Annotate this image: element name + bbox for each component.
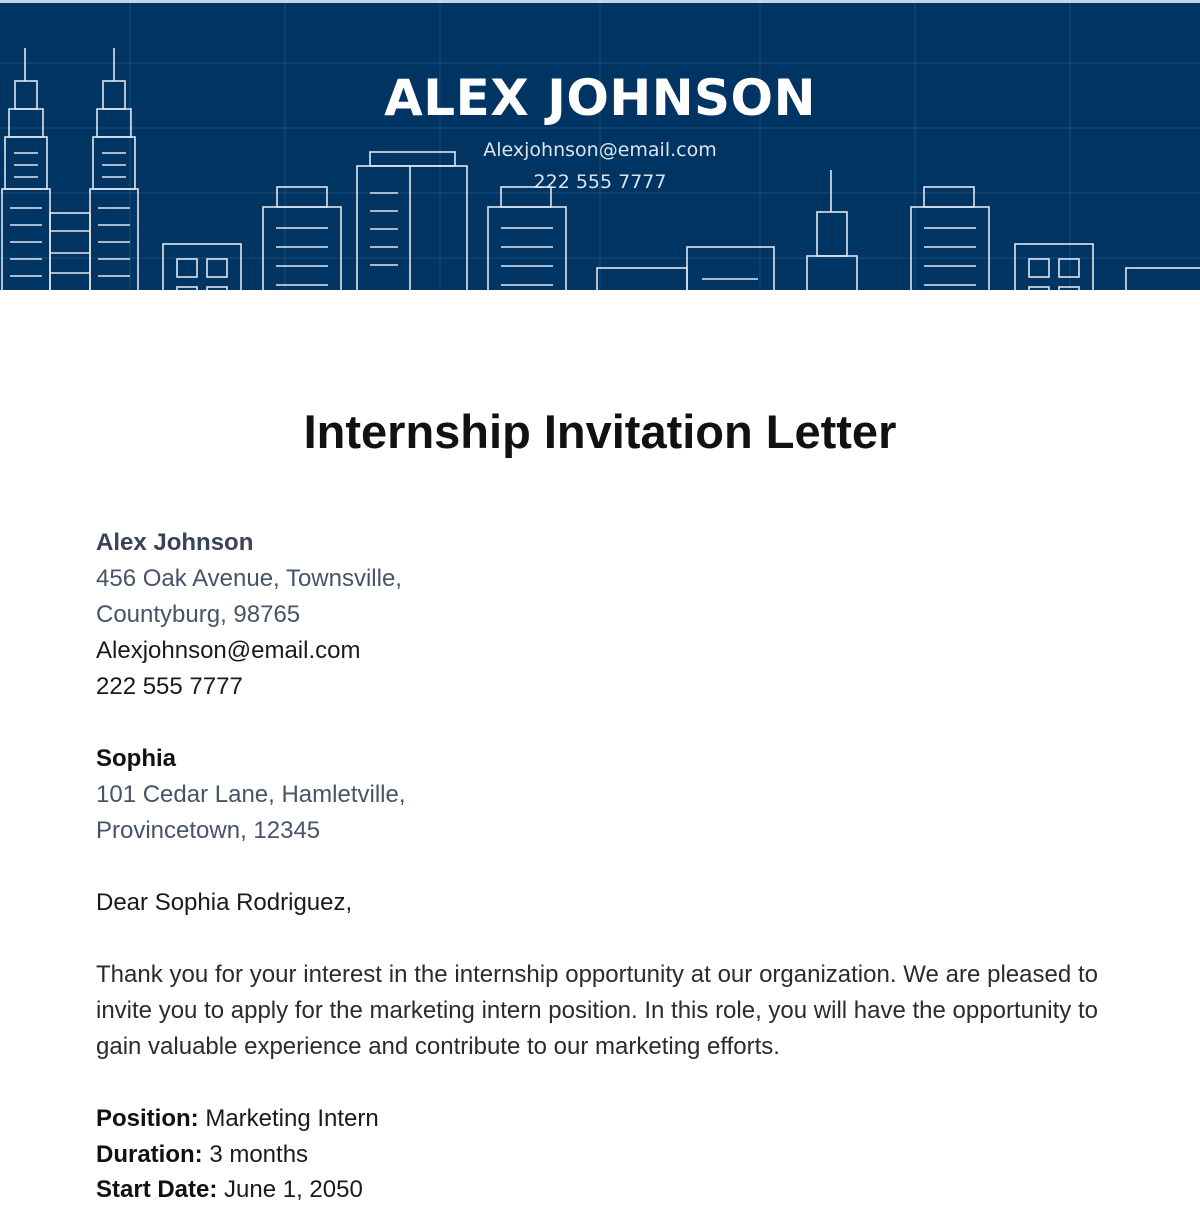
detail-duration-label: Duration: (96, 1141, 203, 1168)
letter-title: Internship Invitation Letter (303, 405, 897, 458)
salutation: Dear Sophia Rodriguez, (96, 889, 353, 916)
sender-phone: 222 555 7777 (96, 673, 243, 700)
header-phone: 222 555 7777 (533, 171, 667, 193)
header-name: ALEX JOHNSON (384, 69, 816, 127)
detail-position (96, 1101, 379, 1137)
detail-position-value: Marketing Intern (205, 1105, 379, 1132)
recipient-address-line1: 101 Cedar Lane, Hamletville, (96, 781, 406, 808)
detail-start-date (96, 1172, 363, 1208)
body-paragraph: Thank you for your interest in the internship opportunity at our organization. We are pleased to invite you to apply for the marketing intern position. In this role, you will have the opportunity to gain valuable experience and contribute to our marketing efforts. (96, 961, 1098, 1060)
header-email: Alexjohnson@email.com (483, 139, 717, 161)
detail-start-date-value: June 1, 2050 (224, 1176, 363, 1203)
sender-address-line1: 456 Oak Avenue, Townsville, (96, 565, 402, 592)
detail-duration (96, 1137, 308, 1173)
detail-start-date-label: Start Date: (96, 1176, 218, 1203)
sender-email: Alexjohnson@email.com (96, 637, 361, 664)
sender-name: Alex Johnson (96, 529, 254, 556)
detail-duration-value: 3 months (209, 1141, 309, 1168)
recipient-name: Sophia (96, 745, 177, 772)
letterhead-banner (0, 0, 1200, 290)
detail-position-label: Position: (96, 1105, 199, 1132)
recipient-address-line2: Provincetown, 12345 (96, 817, 321, 844)
sender-address-line2: Countyburg, 98765 (96, 601, 301, 628)
